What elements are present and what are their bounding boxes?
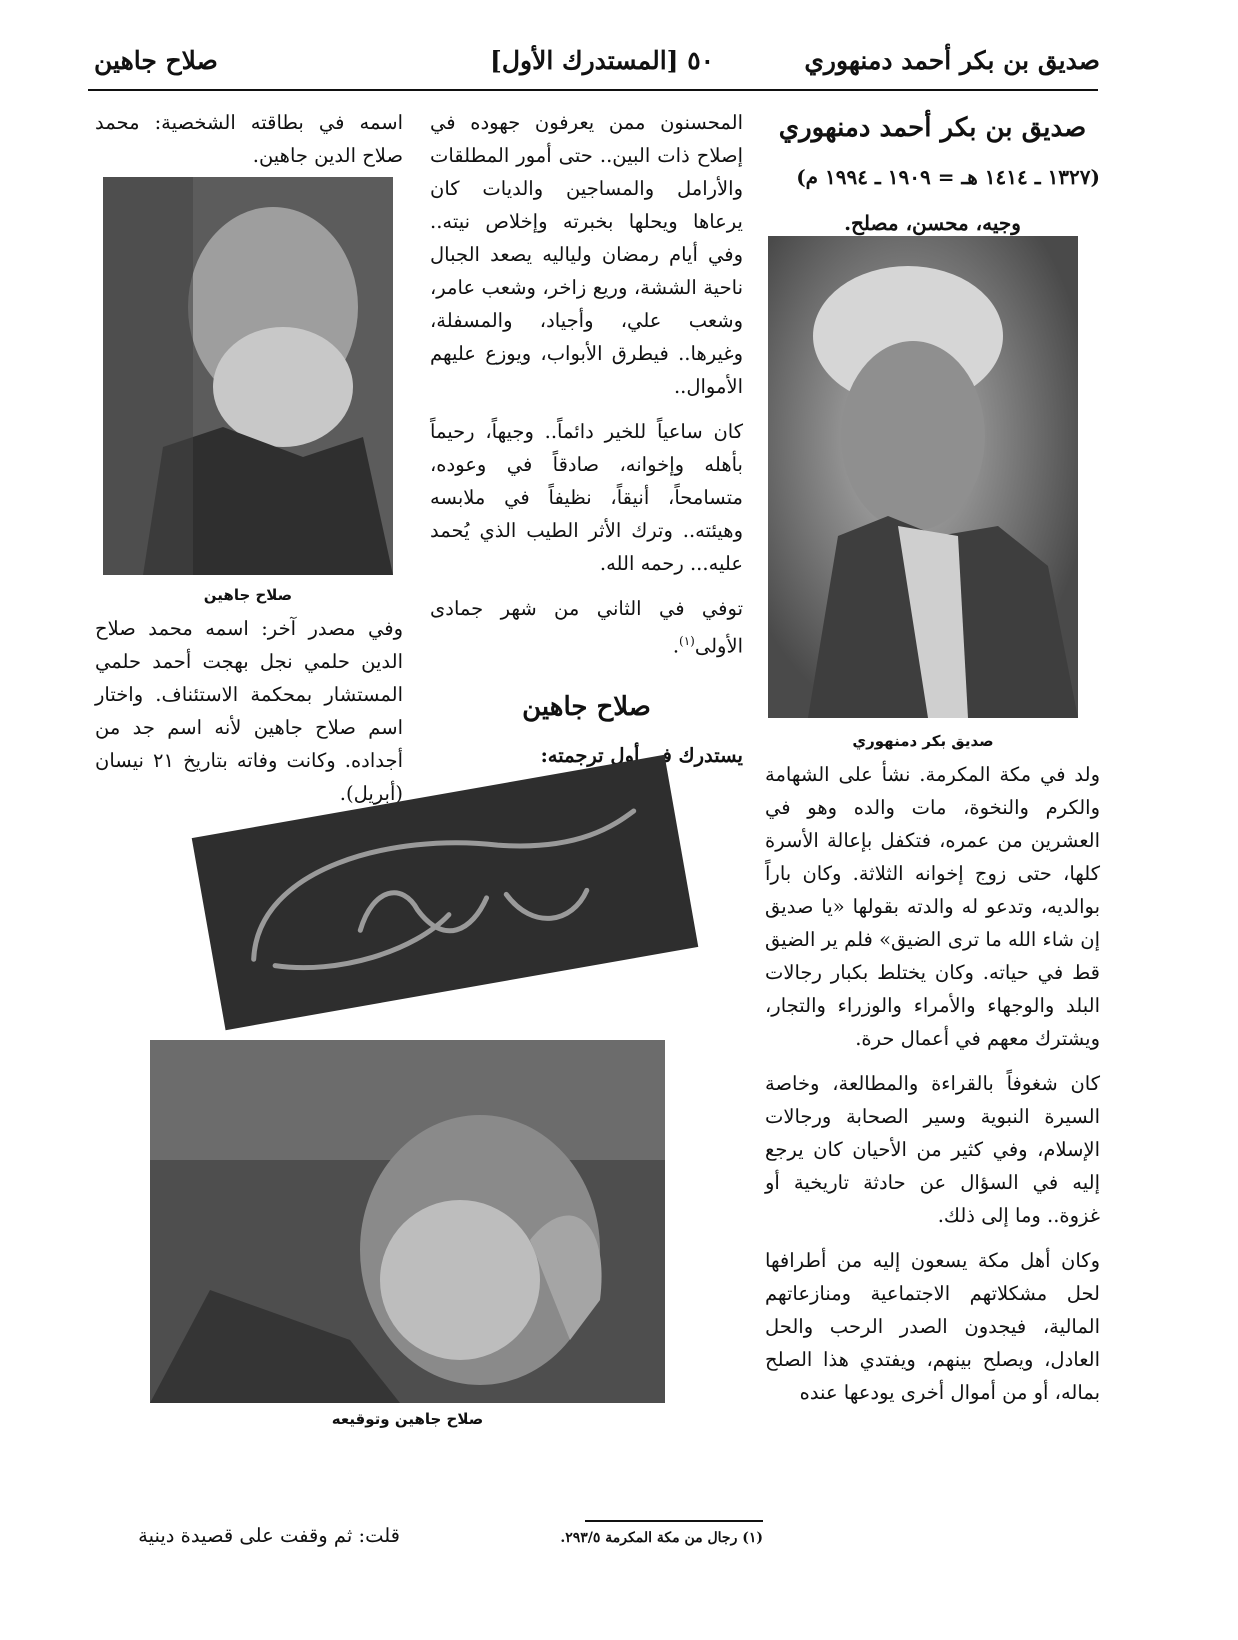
continuation-text: قلت: ثم وقفت على قصيدة دينية	[138, 1524, 400, 1547]
running-header-subject: صلاح جاهين	[94, 46, 218, 75]
portrait-photo-dumnahouri	[768, 236, 1078, 718]
header-rule	[88, 89, 1098, 91]
photo-jahin-with-signature	[150, 1040, 665, 1403]
running-header-title: صديق بن بكر أحمد دمنهوري	[804, 46, 1100, 75]
article-descriptor: وجيه، محسن، مصلح.	[844, 211, 1021, 235]
paragraph: وكان أهل مكة يسعون إليه من أطرافها لحل مشكلاتهم الاجتماعية ومنازعاتهم المالية، فيجدون الصدر الرحب والحل العادل، ويصلح بينهم، ويفتدي هذا الصلح بماله، أو من أموال أخرى يودعها عنده	[765, 1249, 1100, 1404]
paragraph: وفي مصدر آخر: اسمه محمد صلاح الدين حلمي نجل بهجت أحمد حلمي المستشار بمحكمة الاستئناف. واختار اسم صلاح جاهين لأنه اسم جد من أجداده. وكانت وفاته بتاريخ ٢١ نيسان (أبريل).	[95, 617, 403, 805]
article-intro: يستدرك في أول ترجمته:	[540, 743, 743, 767]
middle-column	[430, 106, 743, 772]
photo-caption-jahin: صلاح جاهين	[203, 586, 293, 604]
article-dates: (١٣٢٧ ـ ١٤١٤ هـ = ١٩٠٩ ـ ١٩٩٤ م)	[796, 165, 1100, 189]
paragraph-end: .	[672, 634, 680, 658]
photo-caption-dumnahouri: صديق بكر دمنهوري	[852, 732, 994, 750]
paragraph: ولد في مكة المكرمة. نشأ على الشهامة والكرم والنخوة، مات والده وهو في العشرين من عمره، فتكفل بإعالة الأسرة كلها، حتى زوج إخوانه الثلاثة. وكان باراً بوالديه، وتدعو له والدته بقولها «يا صديق إن شاء الله ما ترى الضيق» فلم ير الضيق قط في حياته. وكان يختلط بكبار رجالات البلد والوجهاء والأمراء والوزراء والتجار، ويشترك معهم في أعمال حرة.	[765, 763, 1100, 1050]
footnote-reference: (١)	[679, 634, 695, 648]
paragraph: كان ساعياً للخير دائماً.. وجيهاً، رحيماً بأهله وإخوانه، صادقاً في وعوده، متسامحاً، أنيقاً، نظيفاً في ملابسه وهيئته.. وترك الأثر الطيب الذي يُحمد عليه... رحمه الله.	[430, 420, 743, 575]
left-column-top	[95, 106, 403, 184]
right-column	[765, 108, 1100, 252]
footnote: (١) رجال من مكة المكرمة ٢٩٣/٥.	[560, 1530, 763, 1546]
photo-caption-jahin-signature: صلاح جاهين وتوقيعه	[331, 1410, 484, 1428]
left-column-body	[95, 612, 403, 822]
article-title: صلاح جاهين	[522, 691, 651, 722]
paragraph-text: توفي في الثاني من شهر جمادى الأولى	[430, 597, 743, 658]
article-title: صديق بن بكر أحمد دمنهوري	[778, 113, 1087, 143]
paragraph: المحسنون ممن يعرفون جهوده في إصلاح ذات البين.. حتى أمور المطلقات والأرامل والمساجين والديات كان يرعاها ويحلها بخبرته وإخلاص نيته.. وفي أيام رمضان ولياليه يصعد الجبال ناحية الششة، وريع زاخر، وشعب عامر، وشعب علي، وأجياد، والمسفلة، وغيرها.. فيطرق الأبواب، ويوزع عليهم الأموال..	[430, 111, 743, 398]
right-column-body	[765, 758, 1100, 1421]
paragraph: كان شغوفاً بالقراءة والمطالعة، وخاصة السيرة النبوية وسير الصحابة ورجالات الإسلام، وفي كثير من الأحيان كان يرجع إليه في السؤال عن حادثة تاريخية أو غزوة.. وما إلى ذلك.	[765, 1072, 1100, 1227]
paragraph	[430, 592, 743, 663]
footnote-rule	[585, 1520, 763, 1522]
portrait-photo-jahin	[103, 177, 393, 575]
paragraph: اسمه في بطاقته الشخصية: محمد صلاح الدين جاهين.	[95, 111, 403, 167]
running-header-page: [المستدرك الأول] ٥٠	[490, 46, 715, 75]
